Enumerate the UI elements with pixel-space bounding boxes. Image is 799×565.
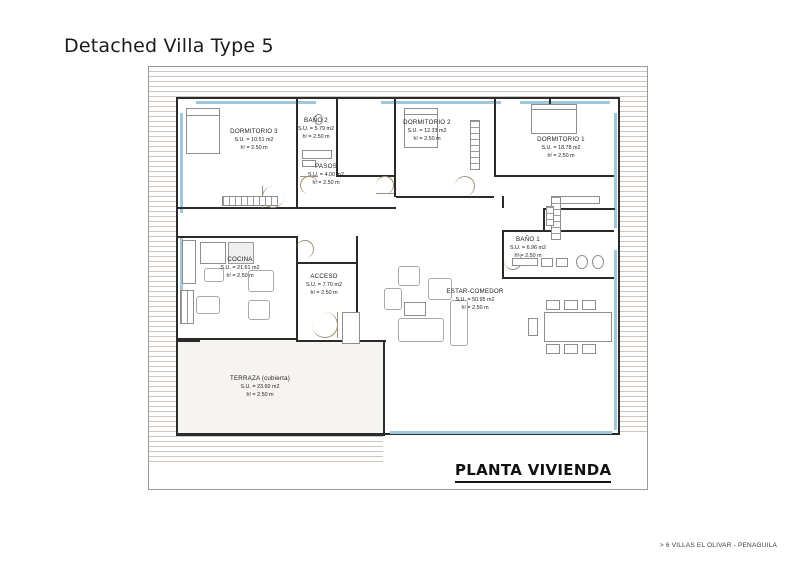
room-name: ACCESO (310, 273, 338, 280)
room-area: S.U. = 50.95 m2 (455, 297, 495, 303)
wall-hall-nub (502, 196, 504, 208)
armchair-c (384, 288, 402, 310)
toilet-bano1 (576, 255, 588, 269)
wardrobe-dorm3 (222, 196, 278, 206)
wall-bano1-south (502, 277, 614, 279)
room-height: h! = 2.50 m (226, 273, 254, 279)
room-area: S.U. = 4.00 m2 (307, 172, 345, 178)
wall-dorm3-south (178, 207, 296, 209)
glazing-east-upper (614, 113, 617, 228)
room-area: S.U. = 7.70 m2 (305, 282, 343, 288)
plan-caption: PLANTA VIVIENDA (455, 461, 611, 483)
room-height: h! = 2.50 m (461, 305, 489, 311)
glazing-west-upper (180, 113, 183, 213)
door-dorm2-leaf (376, 193, 394, 194)
dining-chair-6 (582, 344, 596, 354)
dining-chair-1 (546, 300, 560, 310)
dining-table (544, 312, 612, 342)
page-title: Detached Villa Type 5 (64, 35, 274, 57)
room-height: h! = 2.50 m (302, 134, 330, 140)
room-height: h! = 2.50 m (310, 290, 338, 296)
room-height: h! = 2.50 m (413, 136, 441, 142)
room-height: h! = 2.50 m (547, 153, 575, 159)
room-name: COCINA (227, 256, 253, 263)
dining-chair-7 (528, 318, 538, 336)
room-height: h! = 2.50 m (246, 392, 274, 398)
footer-note: > 6 VILLAS EL OLIVAR - PENAGUILA (659, 542, 777, 549)
room-name: BAÑO 2 (304, 117, 328, 124)
glazing-north-left (196, 101, 316, 104)
room-height: h! = 2.50 m (312, 180, 340, 186)
sofa-main (398, 318, 444, 342)
wall-dorm1-south-b (549, 175, 614, 177)
wall-acceso-north (296, 262, 356, 264)
room-area: S.U. = 10.51 m2 (234, 137, 274, 143)
room-name: DORMITORIO 1 (537, 136, 585, 143)
room-label-bano-2 (294, 117, 338, 141)
room-label-estar-comedor (434, 288, 516, 312)
wall-dorm1-south-a (494, 175, 550, 177)
room-label-bano-1 (498, 236, 558, 260)
dining-chair-2 (564, 300, 578, 310)
wall-dorm3-bano2 (296, 99, 298, 207)
room-area: S.U. = 21.61 m2 (220, 265, 260, 271)
room-name: DORMITORIO 3 (230, 128, 278, 135)
counter-cocina-west (182, 240, 196, 284)
glazing-east-lower (614, 250, 617, 430)
room-area: S.U. = 6.96 m2 (509, 245, 547, 251)
wall-pasos-south (296, 207, 396, 209)
door-dorm2-arc (376, 176, 394, 194)
bed-dorm3-headboard (186, 108, 220, 116)
bidet-bano1 (592, 255, 604, 269)
room-name: BAÑO 1 (516, 236, 540, 243)
wall-cocina-north (178, 236, 296, 238)
room-label-pasos (292, 163, 360, 187)
armchair-a (398, 266, 420, 286)
room-area: S.U. = 18.78 m2 (541, 145, 581, 151)
room-name: PASOS (315, 163, 337, 170)
dining-chair-3 (582, 300, 596, 310)
glazing-north-right (381, 101, 501, 104)
wall-dorm2-east (494, 99, 496, 177)
wall-terrace-north-stub (176, 340, 200, 342)
wardrobe-dorm2 (470, 120, 480, 170)
door-acceso-leaf (337, 312, 338, 338)
room-label-dormitorio-3 (216, 128, 292, 152)
door-acceso-arc (312, 312, 338, 338)
room-label-cocina (202, 256, 278, 280)
room-label-dormitorio-1 (522, 136, 600, 160)
closet-dorm1 (560, 196, 600, 204)
glazing-south (390, 431, 612, 434)
room-label-terraza (210, 375, 310, 399)
wall-bano1-corridor (543, 208, 545, 232)
chair-cocina-b (196, 296, 220, 314)
shower-bano2 (302, 150, 332, 159)
hall-cabinet (546, 206, 554, 226)
room-name: ESTAR-COMEDOR (446, 288, 504, 295)
room-area: S.U. = 12.33 m2 (407, 128, 447, 134)
room-name: DORMITORIO 2 (403, 119, 451, 126)
wall-acceso-south (296, 340, 386, 342)
wall-terrace-east (383, 340, 385, 436)
room-name: TERRAZA (cubierta) (230, 375, 290, 382)
room-label-dormitorio-2 (388, 119, 466, 143)
cabinet-cocina (180, 290, 194, 324)
wall-terrace-south (176, 434, 384, 436)
wall-dorm2-west (394, 99, 396, 197)
chair-cocina-c (248, 300, 270, 320)
room-label-acceso (290, 273, 358, 297)
wall-dorm2-south (396, 196, 494, 198)
dining-chair-4 (546, 344, 560, 354)
room-area: S.U. = 23.60 m2 (240, 384, 280, 390)
room-height: h! = 2.50 m (514, 253, 542, 259)
bed-dorm2-headboard (404, 108, 438, 115)
room-height: h! = 2.50 m (240, 145, 268, 151)
dining-chair-5 (564, 344, 578, 354)
door-hall-arc (455, 176, 475, 196)
room-area: S.U. = 5.79 m2 (297, 126, 335, 132)
bed-dorm1-headboard (531, 104, 577, 110)
coffee-table (404, 302, 426, 316)
door-cocina-arc (296, 240, 314, 258)
console-acceso (342, 312, 360, 344)
